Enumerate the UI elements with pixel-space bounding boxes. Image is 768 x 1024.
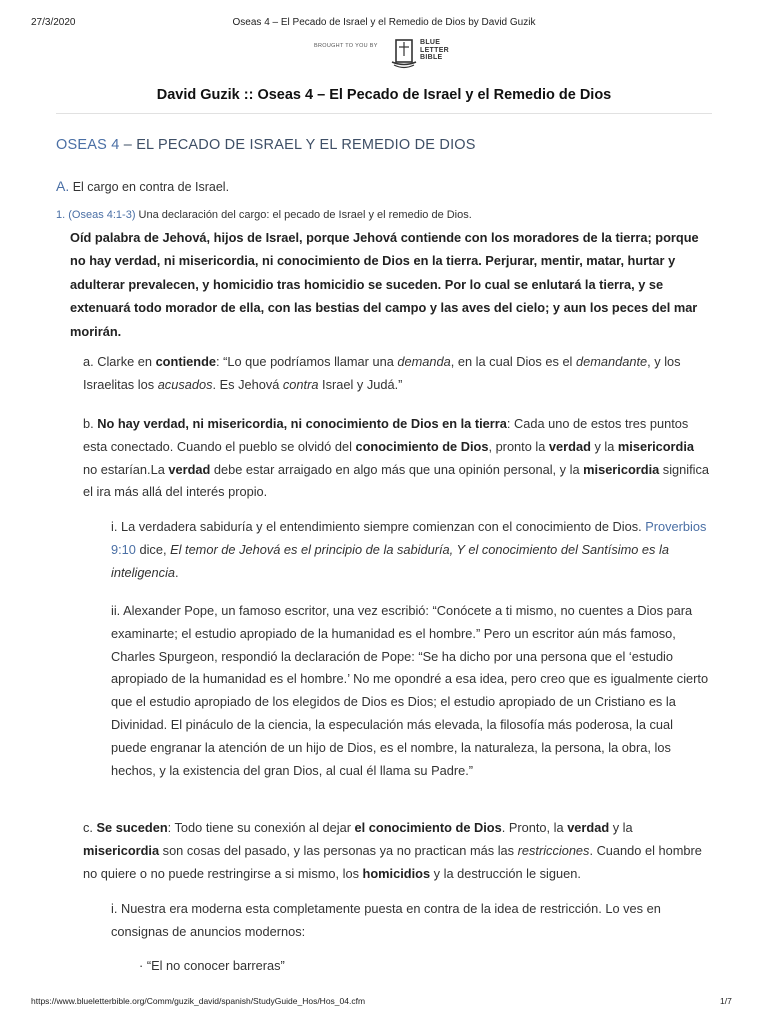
- commentary-point-b-ii: ii. Alexander Pope, un famoso escritor, una vez escribió: “Conócete a ti mismo, no cuentes a Dios para examinarte; el estudio apropiado de la humanidad es el hombre.” Pero un escritor aún más famoso, Charles Spurgeon, respondió la declaración de Pope: “Se ha dicho por una persona que el ‘estudio apropiado de la humanidad es el hombre.’ No me opondré a esa idea, pero creo que es igualmente cierto que el estudio apropiado de los elegidos de Dios es Dios; el estudio apropiado de un Cristiano es la Divinidad. El pináculo de la ciencia, la especulación más elevada, la filosofía más poderosa, la cual puede engranar la atención de un hijo de Dios, es el nombre, la naturaleza, la persona, la obra, los hechos, y la existencia del gran Dios, al cual él llama su Padre.”: [111, 603, 709, 778]
- scripture-passage: Oíd palabra de Jehová, hijos de Israel, porque Jehová contiende con los moradores de la tierra; porque no hay verdad, ni misericordia, ni conocimiento de Dios en la tierra. Perjurar, mentir, matar, hurtar y adulterar prevalecen, y homicidio tras homicidio se suceden. Por lo cual se enlutará la tierra, y se extenuará todo morador de ella, con las bestias del campo y las aves del cielo; y aun los peces del mar morirán.: [70, 230, 699, 339]
- proverbs-link[interactable]: Proverbios 9:10: [111, 519, 707, 557]
- commentary-point-b-i: i. La verdadera sabiduría y el entendimiento siempre comienzan con el conocimiento de Dios. Proverbios 9:10 dice, El temor de Jehová es el principio de la sabiduría, Y el conocimiento del Santísimo es la inteligencia.: [111, 519, 707, 580]
- commentary-point-c-i: i. Nuestra era moderna esta completamente puesta en contra de la idea de restricción. Lo ves en consignas de anuncios modernos:: [111, 901, 661, 939]
- book-icon: [390, 36, 418, 70]
- page-number: 1/7: [720, 996, 732, 1006]
- blue-letter-bible-logo[interactable]: [390, 36, 480, 70]
- subsection-heading: 1. (Oseas 4:1-3) Una declaración del cargo: el pecado de Israel y el remedio de Dios.: [56, 209, 472, 221]
- commentary-point-c: c. Se suceden: Todo tiene su conexión al dejar el conocimiento de Dios. Pronto, la verdad y la misericordia son cosas del pasado, y las personas ya no practican más las restricciones. Cuando el hombre no quiere o no puede restringirse a si mismo, los homicidios y la destrucción le siguen.: [83, 820, 702, 881]
- chapter-heading: OSEAS 4 – EL PECADO DE ISRAEL Y EL REMEDIO DE DIOS: [56, 137, 476, 153]
- document-title: David Guzik :: Oseas 4 – El Pecado de Israel y el Remedio de Dios: [156, 87, 612, 103]
- commentary-point-b: b. No hay verdad, ni misericordia, ni conocimiento de Dios en la tierra: Cada uno de estos tres puntos esta conectado. Cuando el pueblo se olvidó del conocimiento de Dios, pronto la verdad y la misericordia no estarían.La verdad debe estar arraigado en algo más que una opinión personal, y la misericordia significa el ira más allá del interés propio.: [83, 416, 710, 500]
- print-date: 27/3/2020: [31, 17, 76, 28]
- print-url: https://www.blueletterbible.org/Comm/guzik_david/spanish/StudyGuide_Hos/Hos_04.cfm: [31, 996, 366, 1006]
- slogan-list-item: · “El no conocer barreras”: [139, 958, 285, 973]
- brought-to-you-by: BROUGHT TO YOU BY: [314, 43, 378, 49]
- title-divider: [56, 113, 712, 114]
- print-page-title: Oseas 4 – El Pecado de Israel y el Remedio de Dios by David Guzik: [232, 17, 536, 28]
- logo-text: BLUE LETTER BIBLE: [420, 39, 450, 61]
- scripture-reference-link[interactable]: (Oseas 4:1-3): [68, 209, 136, 221]
- section-heading: A. El cargo en contra de Israel.: [56, 178, 230, 194]
- commentary-point-a: a. Clarke en contiende: “Lo que podríamos llamar una demanda, en la cual Dios es el demandante, y los Israelitas los acusados. Es Jehová contra Israel y Judá.”: [83, 354, 681, 392]
